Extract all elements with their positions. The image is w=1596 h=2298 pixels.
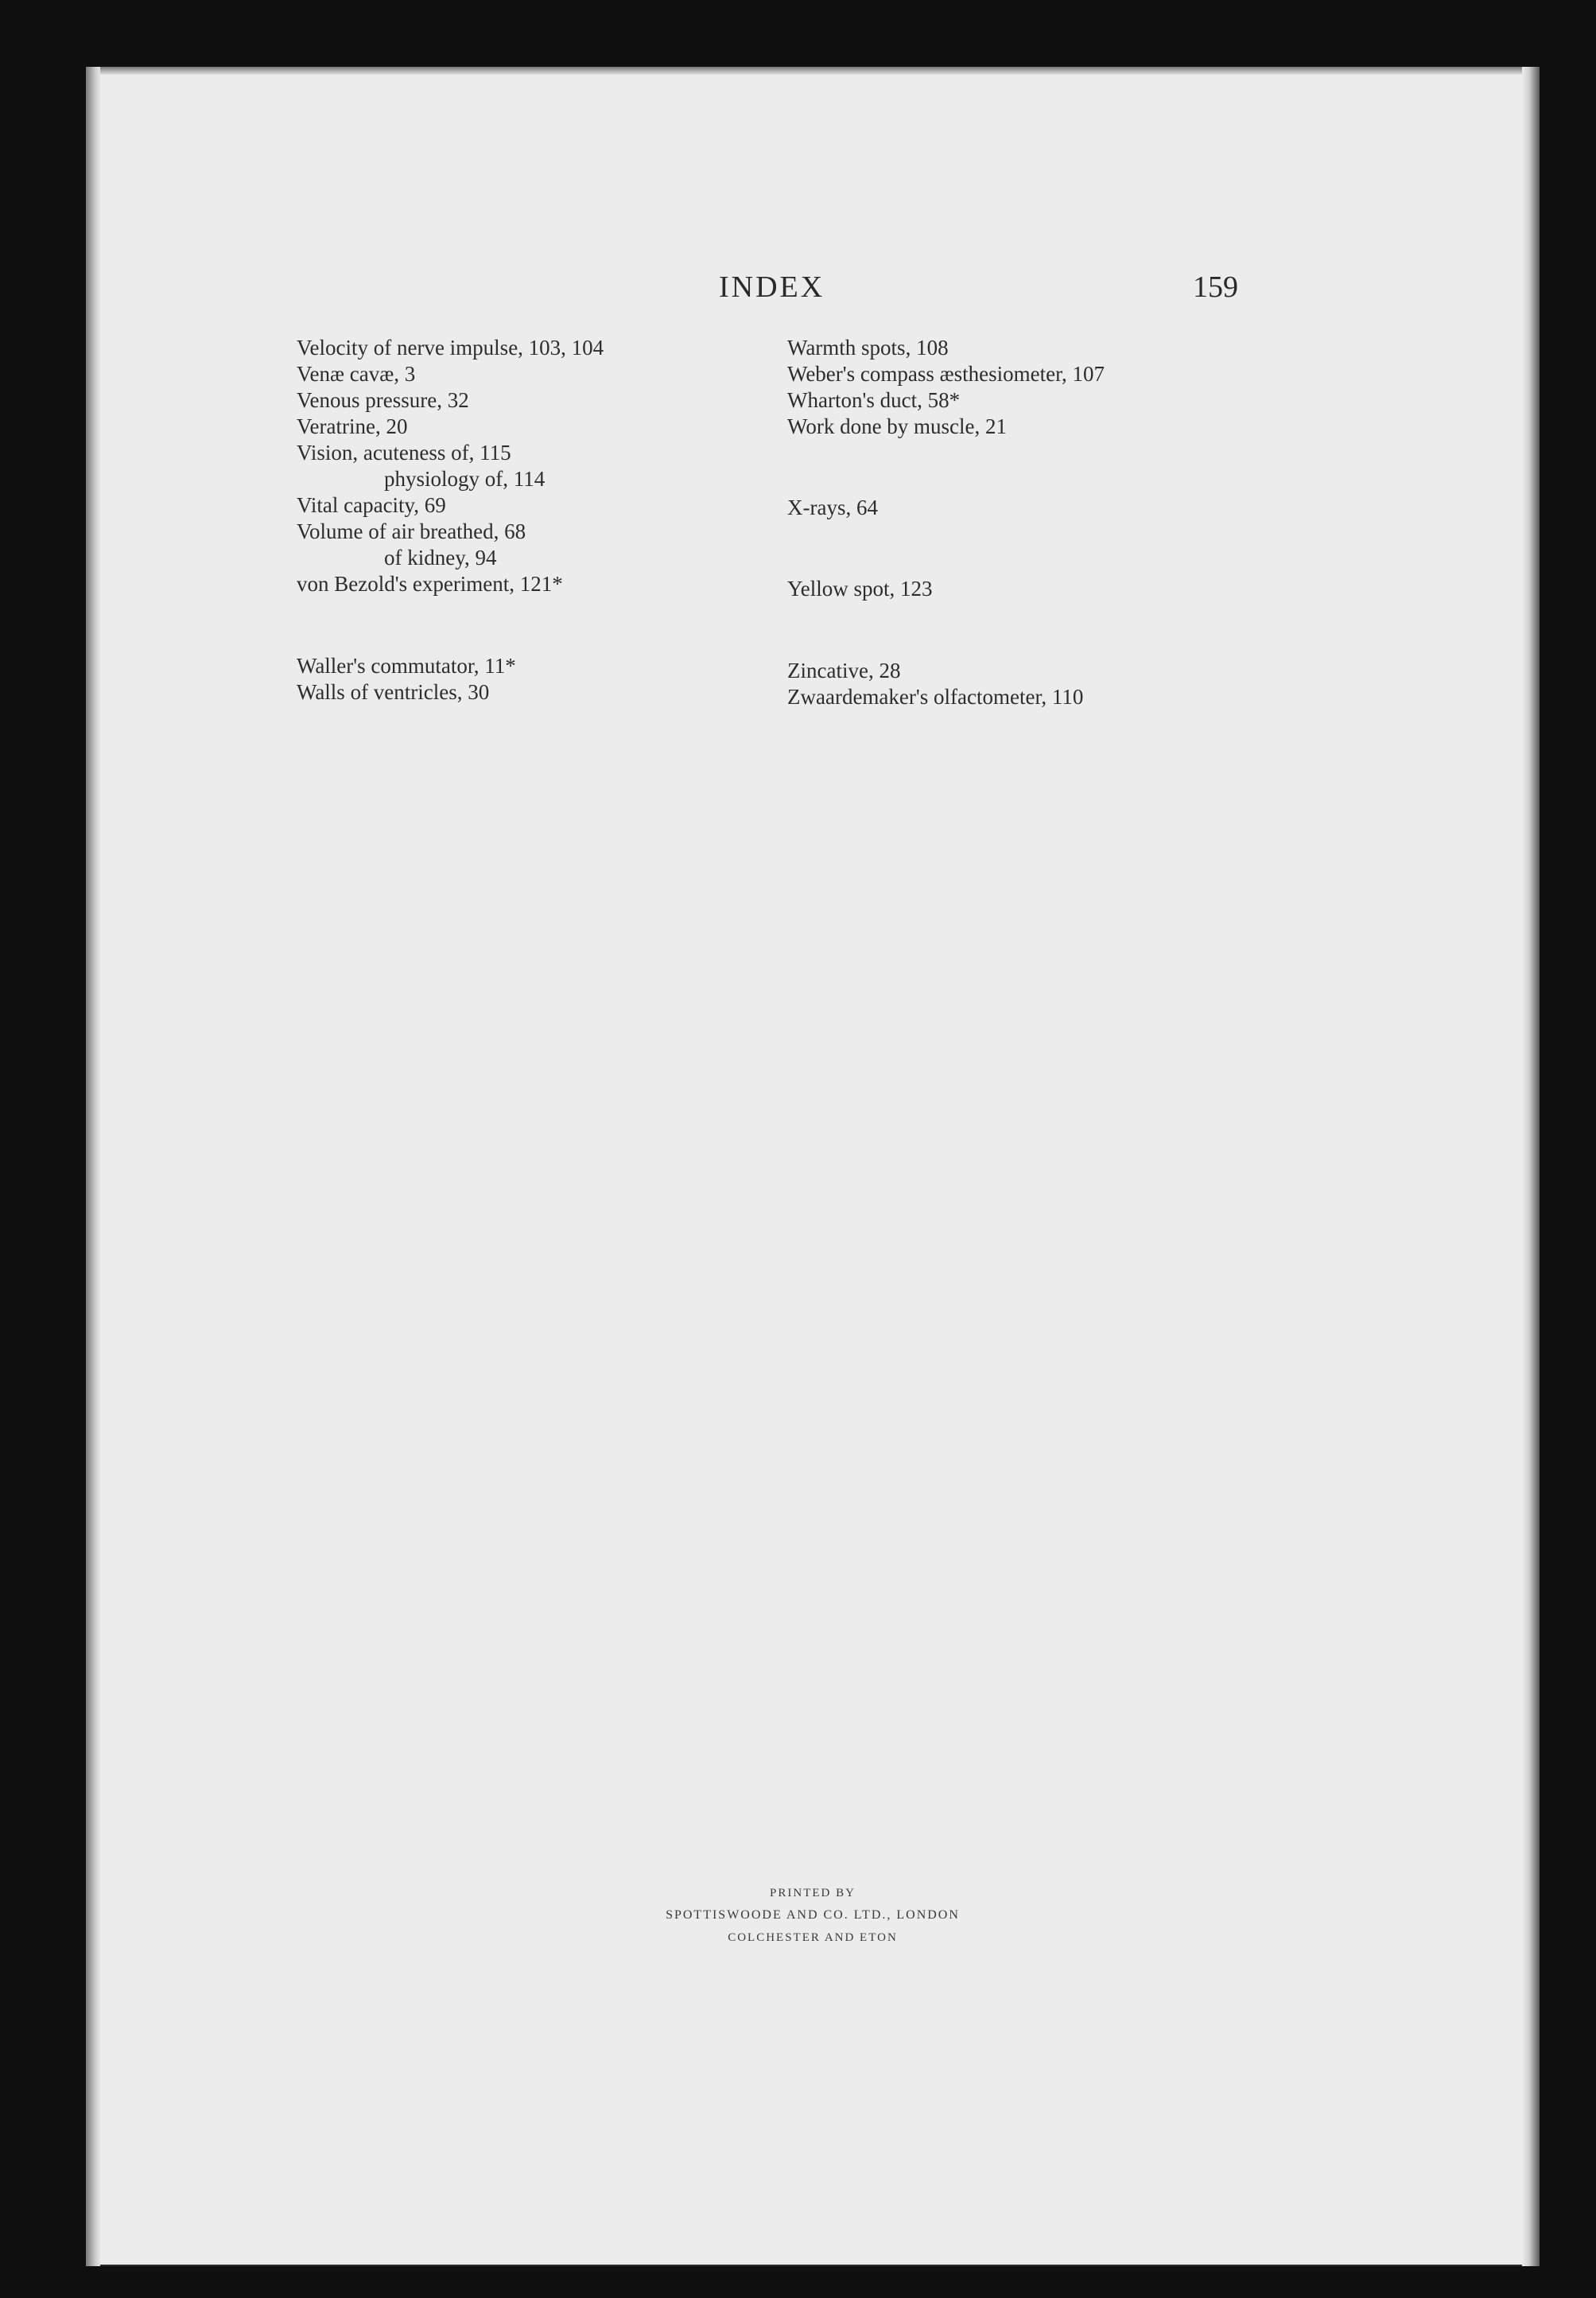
section-gap — [787, 550, 1304, 576]
index-entry: Waller's commutator, 11* — [297, 654, 516, 678]
page-top-edge — [86, 67, 1540, 75]
index-entry: Veratrine, 20 — [297, 414, 408, 438]
index-entry: Warmth spots, 108 — [787, 336, 949, 360]
index-entry: Zincative, 28 — [787, 659, 901, 682]
index-entry: Velocity of nerve impulse, 103, 104 — [297, 336, 604, 360]
section-gap — [787, 521, 1304, 550]
page-number: 159 — [1193, 270, 1238, 304]
imprint-line: COLCHESTER AND ETON — [728, 1931, 898, 1944]
index-entry: Venous pressure, 32 — [297, 388, 469, 412]
index-right-column — [787, 335, 1304, 710]
imprint-line: PRINTED BY — [770, 1887, 856, 1899]
index-entry: X-rays, 64 — [787, 496, 878, 519]
index-entry: Venæ cavæ, 3 — [297, 362, 416, 386]
index-entry: Zwaardemaker's olfactometer, 110 — [787, 685, 1084, 709]
scanned-page — [86, 67, 1540, 2266]
printer-imprint — [86, 1882, 1540, 1949]
section-gap — [787, 469, 1304, 495]
index-entry: Yellow spot, 123 — [787, 577, 933, 601]
section-gap — [787, 440, 1304, 469]
index-entry: Volume of air breathed, 68 — [297, 519, 526, 543]
index-entry: Work done by muscle, 21 — [787, 414, 1008, 438]
index-entry: Wharton's duct, 58* — [787, 388, 961, 412]
section-gap — [787, 602, 1304, 658]
imprint-line: SPOTTISWOODE AND CO. LTD., LONDON — [666, 1908, 960, 1922]
index-entry: von Bezold's experiment, 121* — [297, 572, 563, 596]
index-entry: Vital capacity, 69 — [297, 493, 446, 517]
section-gap — [297, 597, 774, 653]
page-title: INDEX — [719, 270, 825, 304]
index-entry: Vision, acuteness of, 115 — [297, 441, 511, 465]
index-left-column — [297, 335, 774, 706]
index-subentry: physiology of, 114 — [384, 467, 546, 491]
page-header — [86, 270, 1540, 317]
index-entry: Weber's compass æsthesiometer, 107 — [787, 362, 1105, 386]
index-subentry: of kidney, 94 — [384, 546, 497, 570]
index-entry: Walls of ventricles, 30 — [297, 680, 490, 704]
